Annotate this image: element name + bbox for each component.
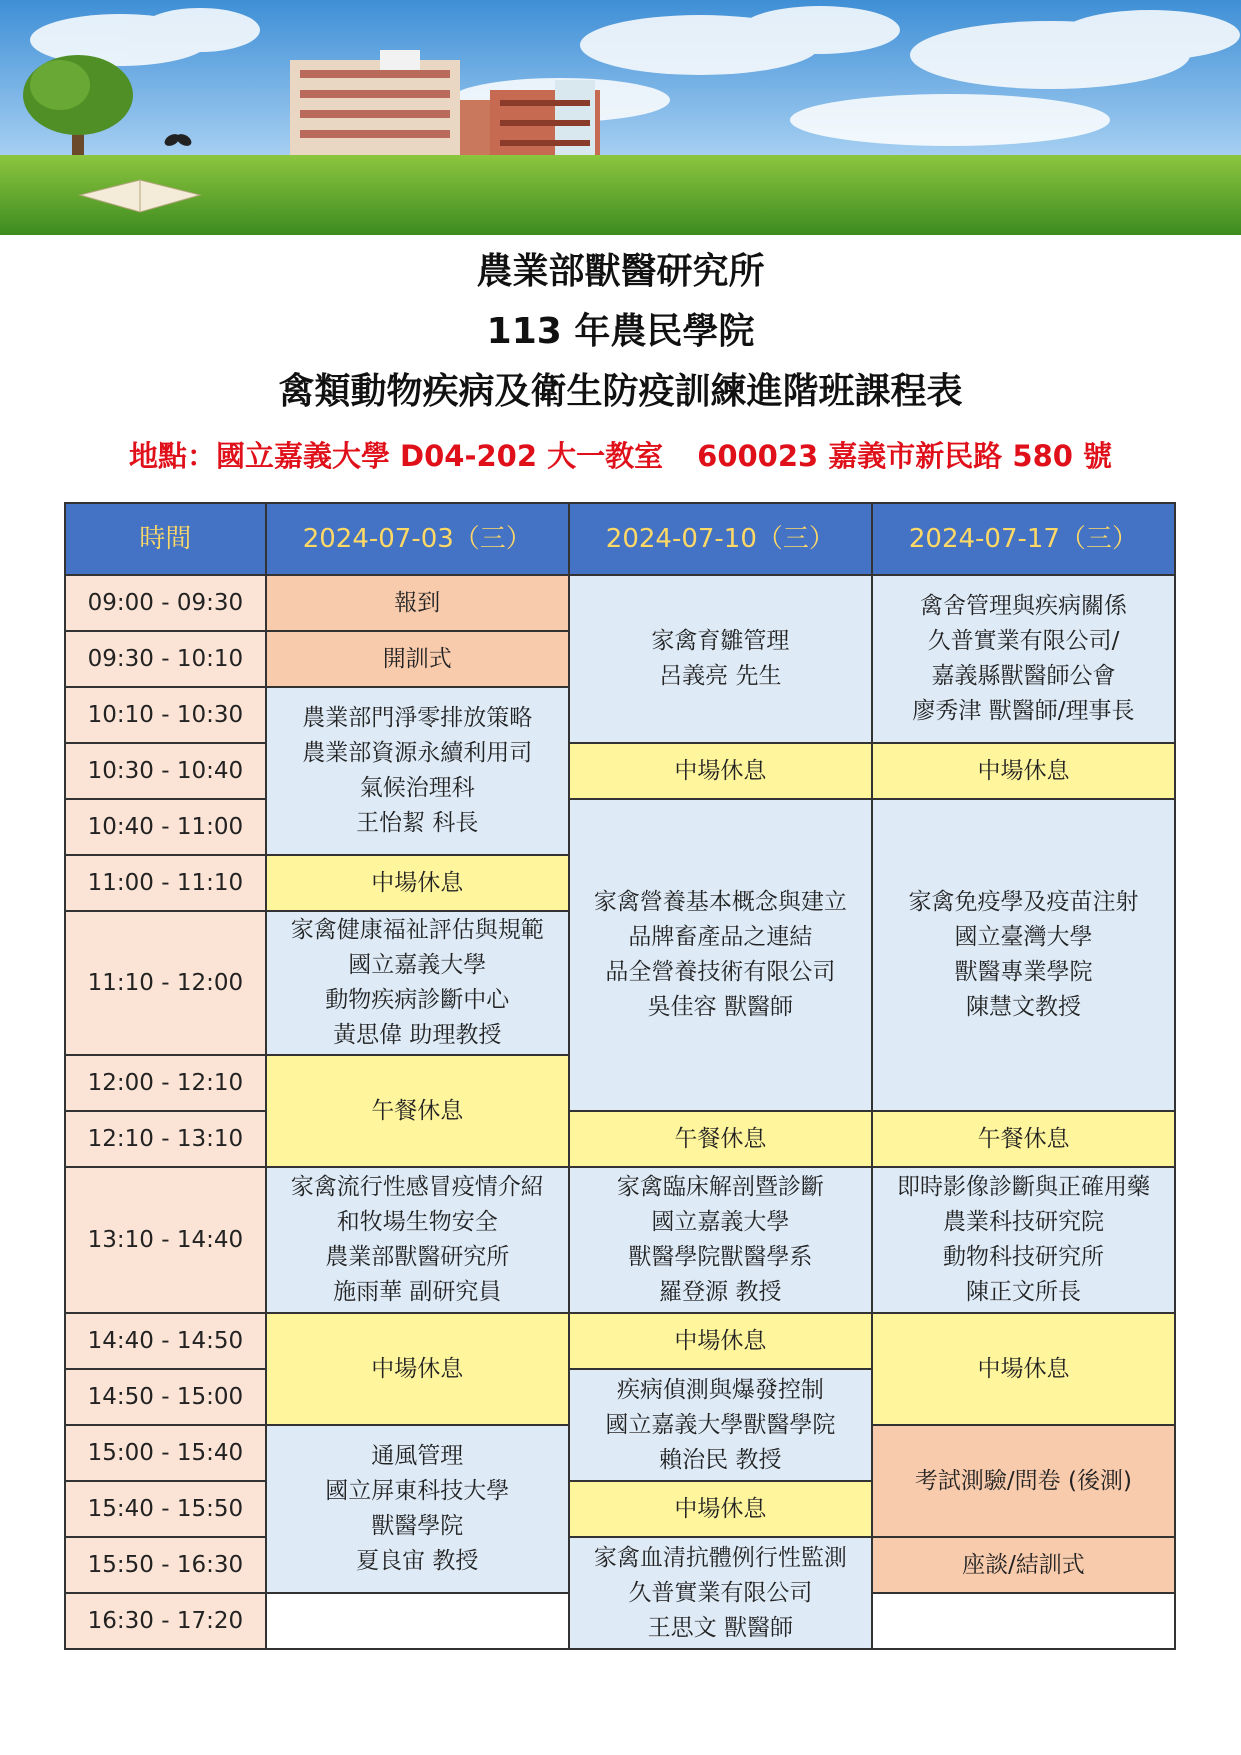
schedule-table (64, 502, 1176, 1650)
d3-lunch: 午餐休息 (872, 1111, 1175, 1167)
time-cell: 10:10 - 10:30 (65, 687, 266, 743)
d3-s2-line: 陳慧文教授 (965, 994, 1081, 1020)
d1-s3-line: 施雨華 副研究員 (333, 1279, 502, 1305)
d3-s1-line: 久普實業有限公司/ (927, 628, 1120, 654)
d3-s1-line: 廖秀津 獸醫師/理事長 (912, 698, 1135, 724)
d3-s3-line: 農業科技研究院 (942, 1209, 1104, 1235)
d1-empty-cell (266, 1593, 569, 1649)
d1-s4-line: 夏良宙 教授 (356, 1548, 479, 1574)
header-day-3: 2024-07-17（三） (872, 503, 1175, 575)
d1-s3-line: 和牧場生物安全 (336, 1209, 498, 1235)
table-header-row (65, 503, 1175, 575)
d1-opening: 開訓式 (266, 631, 569, 687)
time-cell: 12:00 - 12:10 (65, 1055, 266, 1111)
d2-s2-line: 品全營養技術有限公司 (605, 959, 836, 985)
header-day-1: 2024-07-03（三） (266, 503, 569, 575)
d1-s2-line: 國立嘉義大學 (348, 952, 487, 978)
d3-break-2: 中場休息 (872, 1313, 1175, 1425)
d2-s3-line: 國立嘉義大學 (651, 1209, 790, 1235)
d1-session-2 (266, 911, 569, 1055)
d1-s4-line: 國立屏東科技大學 (325, 1478, 510, 1504)
time-cell: 09:30 - 10:10 (65, 631, 266, 687)
header-banner (0, 0, 1241, 235)
d1-lunch: 午餐休息 (266, 1055, 569, 1167)
d2-s3-line: 羅登源 教授 (659, 1279, 782, 1305)
d2-session-5 (569, 1537, 872, 1649)
d3-s3-line: 動物科技研究所 (942, 1244, 1104, 1270)
time-cell: 12:10 - 13:10 (65, 1111, 266, 1167)
d2-s4-line: 賴治民 教授 (659, 1446, 782, 1473)
d1-break-2: 中場休息 (266, 1313, 569, 1425)
d2-s2-line: 品牌畜產品之連結 (628, 924, 813, 950)
d2-session-2 (569, 799, 872, 1111)
d3-exam: 考試測驗/問卷 (後測) (872, 1425, 1175, 1537)
d1-s1-line: 農業部資源永續利用司 (302, 740, 533, 766)
d3-session-1 (872, 575, 1175, 743)
time-cell: 14:50 - 15:00 (65, 1369, 266, 1425)
d1-s4-line: 通風管理 (371, 1443, 464, 1469)
d1-s4-line: 獸醫學院 (371, 1513, 464, 1539)
d2-s4-line: 國立嘉義大學獸醫學院 (605, 1411, 836, 1438)
d3-s2-line: 獸醫專業學院 (954, 959, 1093, 985)
campus-banner-illustration (0, 0, 1241, 235)
table-row (65, 743, 1175, 799)
d2-s1-line: 呂義亮 先生 (659, 663, 782, 689)
time-cell: 15:40 - 15:50 (65, 1481, 266, 1537)
d1-s1-line: 王怡絜 科長 (356, 810, 479, 836)
d2-s5-line: 王思文 獸醫師 (647, 1614, 793, 1641)
d2-s1-line: 家禽育雛管理 (651, 628, 790, 654)
d1-s2-line: 動物疾病診斷中心 (325, 987, 510, 1013)
d3-s2-line: 家禽免疫學及疫苗注射 (908, 889, 1139, 915)
d1-s1-line: 氣候治理科 (359, 775, 475, 801)
d3-empty-cell (872, 1593, 1175, 1649)
d1-s3-line: 家禽流行性感冒疫情介紹 (290, 1174, 544, 1200)
time-cell: 13:10 - 14:40 (65, 1167, 266, 1313)
location-venue: 地點：國立嘉義大學 D04-202 大一教室 (128, 439, 664, 473)
time-cell: 16:30 - 17:20 (65, 1593, 266, 1649)
d1-session-1 (266, 687, 569, 855)
d1-session-3 (266, 1167, 569, 1313)
header-time: 時間 (65, 503, 266, 575)
d1-session-4 (266, 1425, 569, 1593)
d3-session-3 (872, 1167, 1175, 1313)
table-row (65, 1313, 1175, 1369)
d1-s2-line: 黃思偉 助理教授 (333, 1022, 502, 1048)
d2-session-3 (569, 1167, 872, 1313)
institute-title: 農業部獸醫研究所 (476, 251, 765, 292)
d3-s2-line: 國立臺灣大學 (954, 924, 1093, 950)
d2-s2-line: 家禽營養基本概念與建立 (593, 889, 847, 915)
time-cell: 09:00 - 09:30 (65, 575, 266, 631)
title-block (0, 244, 1241, 424)
d2-s5-line: 久普實業有限公司 (628, 1579, 813, 1606)
d1-checkin: 報到 (266, 575, 569, 631)
table-row (65, 799, 1175, 855)
course-title: 禽類動物疾病及衛生防疫訓練進階班課程表 (278, 371, 963, 412)
d2-s2-line: 吳佳容 獸醫師 (647, 994, 793, 1020)
d2-s3-line: 家禽臨床解剖暨診斷 (616, 1174, 824, 1200)
d2-lunch: 午餐休息 (569, 1111, 872, 1167)
d2-break-1: 中場休息 (569, 743, 872, 799)
d3-break-1: 中場休息 (872, 743, 1175, 799)
time-cell: 15:50 - 16:30 (65, 1537, 266, 1593)
table-row (65, 575, 1175, 631)
location-line (0, 434, 1241, 478)
d3-session-2 (872, 799, 1175, 1111)
d2-s4-line: 疾病偵測與爆發控制 (616, 1376, 824, 1403)
time-cell: 10:30 - 10:40 (65, 743, 266, 799)
table-row (65, 1167, 1175, 1313)
d2-break-3: 中場休息 (569, 1481, 872, 1537)
d3-s1-line: 嘉義縣獸醫師公會 (931, 663, 1116, 689)
time-cell: 11:00 - 11:10 (65, 855, 266, 911)
d2-s5-line: 家禽血清抗體例行性監測 (593, 1544, 847, 1571)
table-row (65, 1111, 1175, 1167)
d3-s3-line: 即時影像診斷與正確用藥 (896, 1174, 1150, 1200)
d1-s3-line: 農業部獸醫研究所 (325, 1244, 510, 1270)
table-row (65, 1537, 1175, 1593)
header-day-2: 2024-07-10（三） (569, 503, 872, 575)
program-title: 113 年農民學院 (486, 311, 755, 352)
time-cell: 10:40 - 11:00 (65, 799, 266, 855)
time-cell: 14:40 - 14:50 (65, 1313, 266, 1369)
d1-s1-line: 農業部門淨零排放策略 (302, 705, 533, 731)
d3-closing: 座談/結訓式 (872, 1537, 1175, 1593)
d3-s3-line: 陳正文所長 (965, 1279, 1081, 1305)
d1-s2-line: 家禽健康福祉評估與規範 (290, 917, 544, 943)
d2-s3-line: 獸醫學院獸醫學系 (628, 1244, 813, 1270)
d2-break-2: 中場休息 (569, 1313, 872, 1369)
time-cell: 15:00 - 15:40 (65, 1425, 266, 1481)
d1-break-1: 中場休息 (266, 855, 569, 911)
location-address: 600023 嘉義市新民路 580 號 (697, 439, 1113, 473)
d2-session-1 (569, 575, 872, 743)
time-cell: 11:10 - 12:00 (65, 911, 266, 1055)
d2-session-4 (569, 1369, 872, 1481)
d3-s1-line: 禽舍管理與疾病關係 (919, 593, 1127, 619)
